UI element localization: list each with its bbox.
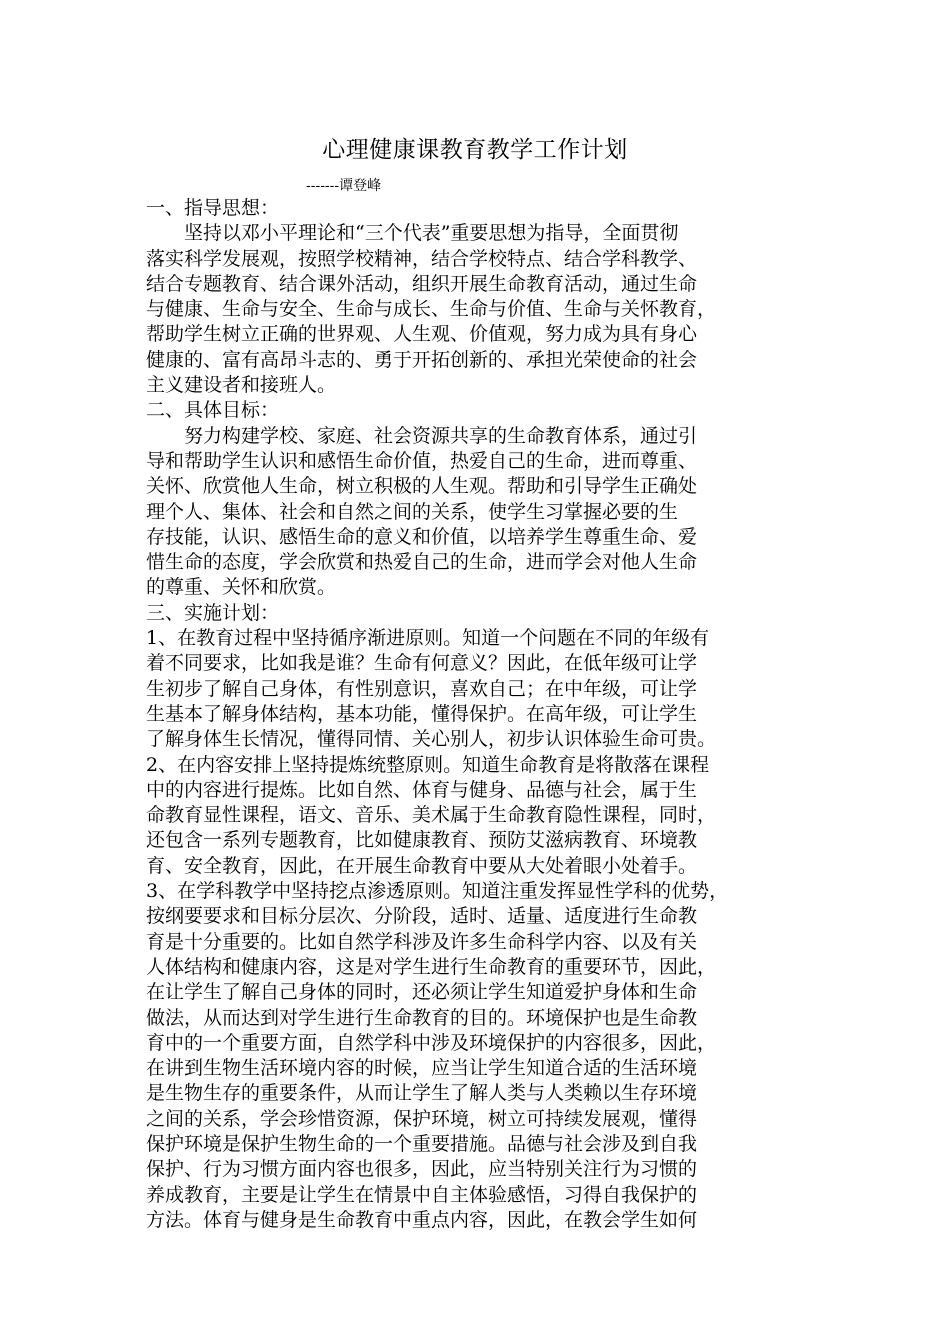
text-line: 导和帮助学生认识和感悟生命价值，热爱自己的生命，进而尊重、: [146, 449, 698, 472]
text-line: 按纲要要求和目标分层次、分阶段，适时、适量、适度进行生命教: [146, 905, 698, 928]
text-line: 了解身体生长情况，懂得同情、关心别人，初步认识体验生命可贵。: [146, 728, 717, 751]
text-line: 保护环境是保护生物生命的一个重要措施。品德与社会涉及到自我: [146, 1132, 698, 1155]
text-line: 在让学生了解自己身体的同时，还必须让学生知道爱护身体和生命: [146, 981, 698, 1004]
text-line: 关怀、欣赏他人生命，树立积极的人生观。帮助和引导学生正确处: [146, 475, 698, 498]
document-title: 心理健康课教育教学工作计划: [322, 137, 628, 163]
text-line: 命教育显性课程，语文、音乐、美术属于生命教育隐性课程，同时，: [146, 804, 717, 827]
text-line: 健康的、富有高昂斗志的、勇于开拓创新的、承担光荣使命的社会: [146, 348, 698, 371]
text-line: 惜生命的态度，学会欣赏和热爱自己的生命，进而学会对他人生命: [146, 551, 698, 574]
text-line: 二、具体目标：: [146, 399, 280, 422]
text-line: 育、安全教育，因此，在开展生命教育中要从大处着眼小处着手。: [146, 854, 698, 877]
text-line: 之间的关系，学会珍惜资源，保护环境，树立可持续发展观，懂得: [146, 1107, 698, 1130]
text-line: 的尊重、关怀和欣赏。: [146, 576, 337, 599]
text-line: 帮助学生树立正确的世界观、人生观、价值观，努力成为具有身心: [146, 323, 698, 346]
text-line: 结合专题教育、结合课外活动，组织开展生命教育活动，通过生命: [146, 272, 698, 295]
text-line: 做法，从而达到对学生进行生命教育的目的。环境保护也是生命教: [146, 1006, 698, 1029]
text-line: 育中的一个重要方面，自然学科中涉及环境保护的内容很多，因此，: [146, 1031, 717, 1054]
text-line: 理个人、集体、社会和自然之间的关系，使学生习掌握必要的生: [146, 500, 679, 523]
text-line: 还包含一系列专题教育，比如健康教育、预防艾滋病教育、环境教: [146, 829, 698, 852]
text-line: 主义建设者和接班人。: [146, 374, 337, 397]
text-line: 是生物生存的重要条件，从而让学生了解人类与人类赖以生存环境: [146, 1082, 698, 1105]
text-line: 落实科学发展观，按照学校精神，结合学校特点、结合学科教学、: [146, 247, 698, 270]
text-line: 中的内容进行提炼。比如自然、体育与健身、品德与社会，属于生: [146, 778, 698, 801]
text-line: 方法。体育与健身是生命教育中重点内容，因此，在教会学生如何: [146, 1208, 698, 1231]
text-line: 生初步了解自己身体，有性别意识，喜欢自己；在中年级，可让学: [146, 677, 698, 700]
text-line: 养成教育，主要是让学生在情景中自主体验感悟，习得自我保护的: [146, 1183, 698, 1206]
text-line: 生基本了解身体结构，基本功能，懂得保护。在高年级，可让学生: [146, 702, 698, 725]
text-line: 着不同要求，比如我是谁？生命有何意义？因此，在低年级可让学: [146, 652, 698, 675]
text-line: 2、在内容安排上坚持提炼统整原则。知道生命教育是将散落在课程: [146, 753, 710, 776]
text-line: 1、在教育过程中坚持循序渐进原则。知道一个问题在不同的年级有: [146, 627, 710, 650]
document-author: -------谭登峰: [306, 178, 382, 194]
text-line: 努力构建学校、家庭、社会资源共享的生命教育体系，通过引: [146, 424, 698, 447]
document-body: [146, 196, 822, 1233]
text-line: 保护、行为习惯方面内容也很多，因此，应当特别关注行为习惯的: [146, 1158, 698, 1181]
text-line: 人体结构和健康内容，这是对学生进行生命教育的重要环节，因此，: [146, 955, 717, 978]
text-line: 一、指导思想：: [146, 197, 280, 219]
text-line: 3、在学科教学中坚持挖点渗透原则。知道注重发挥显性学科的优势，: [146, 880, 729, 903]
text-line: 三、实施计划：: [146, 601, 280, 624]
text-line: 存技能，认识、感悟生命的意义和价值，以培养学生尊重生命、爱: [146, 525, 698, 548]
text-line: 在讲到生物生活环境内容的时候，应当让学生知道合适的生活环境: [146, 1057, 698, 1080]
text-line: 与健康、生命与安全、生命与成长、生命与价值、生命与关怀教育，: [146, 298, 717, 321]
text-line: 育是十分重要的。比如自然学科涉及许多生命科学内容、以及有关: [146, 930, 698, 953]
text-line: 坚持以邓小平理论和“三个代表”重要思想为指导，全面贯彻: [146, 222, 679, 245]
